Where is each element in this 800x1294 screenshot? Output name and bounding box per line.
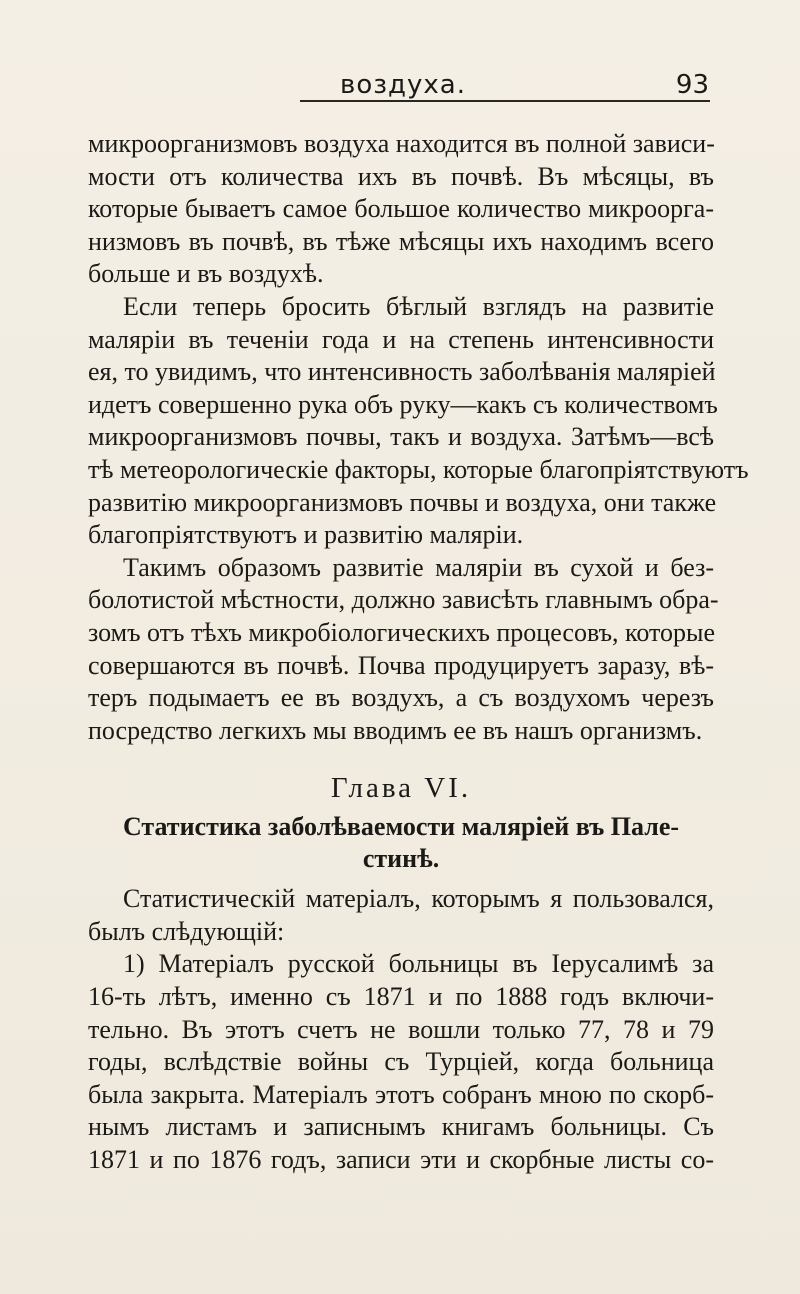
text-line: микроорганизмовъ почвы, такъ и воздуха. Затѣмъ—всѣ bbox=[88, 422, 714, 452]
text-line: была закрыта. Матеріалъ этотъ собранъ мною по скорб- bbox=[88, 1079, 714, 1109]
text-line: посредство легкихъ мы вводимъ ее въ нашъ организмъ. bbox=[88, 715, 703, 745]
text-line: которые бываетъ самое большое количество микроорга- bbox=[88, 194, 714, 224]
text-line: ея, то увидимъ, что интенсивность заболѣванія маляріей bbox=[88, 357, 716, 387]
text-line: Такимъ образомъ развитіе маляріи въ сухой и без- bbox=[123, 552, 714, 582]
page-number: 93 bbox=[675, 70, 709, 100]
text-line: маляріи въ теченіи года и на степень интенсивности bbox=[88, 324, 714, 354]
text-line: микроорганизмовъ воздуха находится въ полной зависи- bbox=[88, 129, 715, 158]
text-line: Если теперь бросить бѣглый взглядъ на развитіе bbox=[123, 291, 714, 321]
text-line: нымъ листамъ и записнымъ книгамъ больницы. Съ bbox=[88, 1112, 714, 1142]
text-line: былъ слѣдующій: bbox=[88, 916, 285, 946]
text-line: 16-ть лѣтъ, именно съ 1871 и по 1888 годъ включи- bbox=[88, 982, 714, 1012]
paragraph-3 bbox=[88, 552, 719, 748]
paragraph-5 bbox=[88, 948, 714, 1176]
paragraph-2 bbox=[88, 291, 749, 552]
text-line: идетъ совершенно рука объ руку—какъ съ количествомъ bbox=[88, 389, 718, 419]
text-line: 1871 и по 1876 годъ, записи эти и скорбные листы со- bbox=[88, 1145, 714, 1175]
chapter-title-line: стинѣ. bbox=[362, 844, 440, 874]
text-line: теръ подымаетъ ее въ воздухъ, а съ воздухомъ черезъ bbox=[88, 683, 714, 713]
page-text bbox=[88, 128, 749, 1177]
chapter-title-line: Статистика заболѣваемости маляріей въ Пале- bbox=[122, 812, 680, 842]
text-line: совершаются въ почвѣ. Почва продуцируетъ заразу, вѣ- bbox=[88, 650, 714, 680]
header-rule bbox=[300, 100, 710, 102]
paragraph-4 bbox=[88, 883, 714, 948]
text-line: благопріятствуютъ и развитію маляріи. bbox=[88, 520, 524, 550]
text-line: больше и въ воздухѣ. bbox=[88, 259, 324, 289]
text-line: низмовъ въ почвѣ, въ тѣже мѣсяцы ихъ находимъ всего bbox=[88, 226, 714, 256]
running-head-title: воздуха. bbox=[340, 70, 467, 100]
chapter-heading: Глава VI. bbox=[330, 772, 472, 805]
text-line: болотистой мѣстности, должно зависѣть главнымъ обра- bbox=[88, 585, 719, 615]
text-line: годы, вслѣдствіе войны съ Турціей, когда больница bbox=[88, 1047, 714, 1077]
text-line: тѣ метеорологическіе факторы, которые благопріятствуютъ bbox=[88, 454, 749, 484]
text-line: Статистическій матеріалъ, которымъ я пользовался, bbox=[123, 884, 714, 914]
text-line: зомъ отъ тѣхъ микробіологическихъ процесовъ, которые bbox=[88, 617, 716, 647]
paragraph-1 bbox=[88, 128, 714, 291]
text-line: развитію микроорганизмовъ почвы и воздуха, они также bbox=[88, 487, 717, 517]
text-line: 1) Матеріалъ русской больницы въ Іерусалимѣ за bbox=[123, 949, 714, 979]
text-line: мости отъ количества ихъ въ почвѣ. Въ мѣсяцы, въ bbox=[88, 161, 714, 191]
text-line: тельно. Въ этотъ счетъ не вошли только 77, 78 и 79 bbox=[88, 1014, 714, 1044]
chapter-title bbox=[88, 811, 714, 875]
